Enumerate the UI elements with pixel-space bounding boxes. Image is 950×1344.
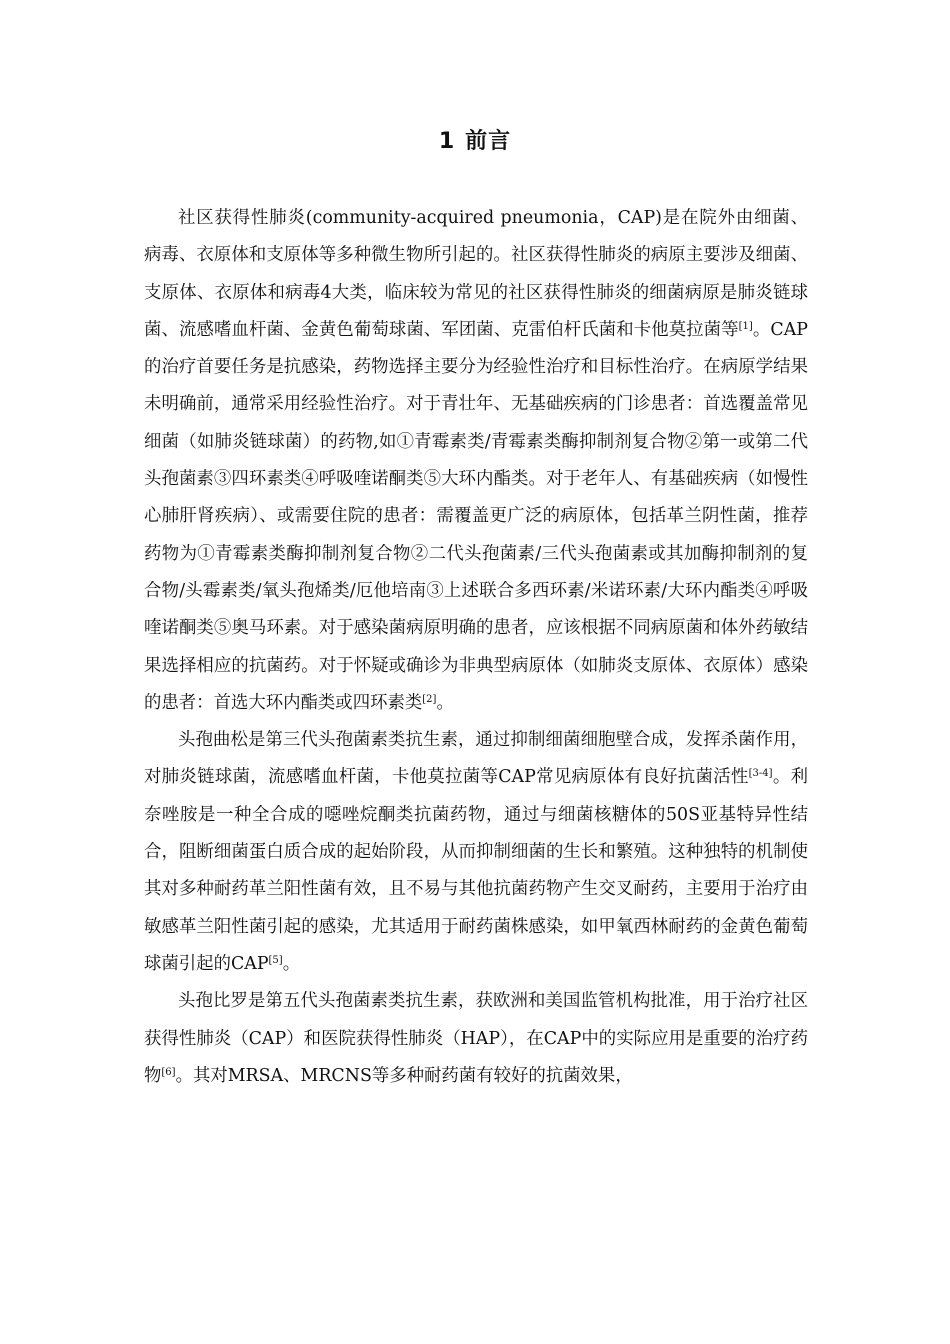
paragraph-text: 头孢曲松是第三代头孢菌素类抗生素，通过抑制细菌细胞壁合成，发挥杀菌作用，对肺炎链球菌，流感嗜血杆菌，卡他莫拉菌等CAP常见病原体有良好抗菌活性: [144, 730, 808, 788]
section-heading: [0, 124, 950, 155]
paragraph-text: 。: [436, 692, 454, 713]
section-number: 1: [438, 129, 456, 154]
paragraph-text: 。: [282, 953, 301, 974]
citation-ref: [6]: [161, 1066, 176, 1078]
paragraph-3: [144, 983, 808, 1095]
paragraph-text: 头孢比罗是第五代头孢菌素类抗生素，获欧洲和美国监管机构批准，用于治疗社区获得性肺炎（CAP）和医院获得性肺炎（HAP），在CAP中的实际应用是重要的治疗药物: [144, 991, 808, 1086]
citation-ref: [5]: [268, 954, 283, 966]
paragraph-2: [144, 722, 808, 983]
citation-ref: [1]: [738, 320, 753, 332]
body-text: [144, 200, 808, 1095]
citation-ref: [2]: [422, 693, 437, 705]
citation-ref: [3-4]: [748, 768, 773, 780]
paragraph-text: 。利奈唑胺是一种全合成的噁唑烷酮类抗菌药物，通过与细菌核糖体的50S亚基特异性结合，阻断细菌蛋白质合成的起始阶段，从而抑制细菌的生长和繁殖。这种独特的机制使其对多种耐药革兰阳性菌有效，且不易与其他抗菌药物产生交叉耐药，主要用于治疗由敏感革兰阳性菌引起的感染，尤其适用于耐药菌株感染，如甲氧西林耐药的金黄色葡萄球菌引起的CAP: [144, 767, 808, 974]
paragraph-text: 。CAP的治疗首要任务是抗感染，药物选择主要分为经验性治疗和目标性治疗。在病原学结果未明确前，通常采用经验性治疗。对于青壮年、无基础疾病的门诊患者：首选覆盖常见细菌（如肺炎链球菌）的药物,如①青霉素类/青霉素类酶抑制剂复合物②第一或第二代头孢菌素③四环素类④呼吸喹诺酮类⑤大环内酯类。对于老年人、有基础疾病（如慢性心肺肝肾疾病）、或需要住院的患者：需覆盖更广泛的病原体，包括革兰阴性菌，推荐药物为①青霉素类酶抑制剂复合物②二代头孢菌素/三代头孢菌素或其加酶抑制剂的复合物/头霉素类/氧头孢烯类/厄他培南③上述联合多西环素/米诺环素/大环内酯类④呼吸喹诺酮类⑤奥马环素。对于感染菌病原明确的患者，应该根据不同病原菌和体外药敏结果选择相应的抗菌药。对于怀疑或确诊为非典型病原体（如肺炎支原体、衣原体）感染的患者：首选大环内酯类或四环素类: [144, 319, 808, 713]
section-title: 前言: [465, 129, 512, 154]
paragraph-text: 。其对MRSA、MRCNS等多种耐药菌有较好的抗菌效果，: [175, 1065, 633, 1086]
paragraph-text: 社区获得性肺炎(community-acquired pneumonia，CAP)是在院外由细菌、病毒、衣原体和支原体等多种微生物所引起的。社区获得性肺炎的病原主要涉及细菌、支原体、衣原体和病毒4大类，临床较为常见的社区获得性肺炎的细菌病原是肺炎链球菌、流感嗜血杆菌、金黄色葡萄球菌、军团菌、克雷伯杆氏菌和卡他莫拉菌等: [144, 208, 808, 340]
paragraph-1: [144, 200, 808, 722]
